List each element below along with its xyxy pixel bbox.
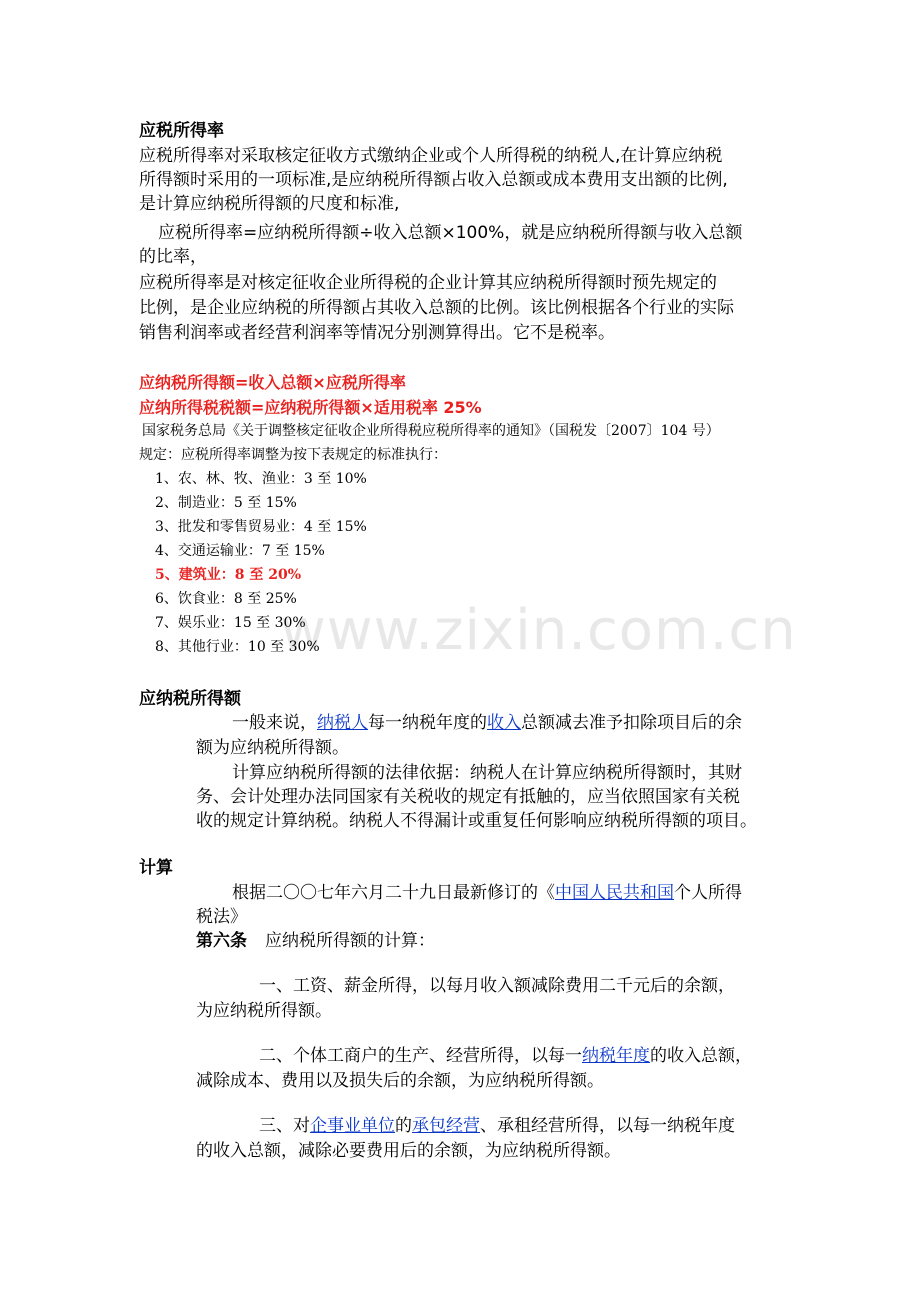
text-line: 额为应纳税所得额。 xyxy=(196,738,349,758)
rate-item: 7、娱乐业：15 至 30% xyxy=(155,615,306,631)
text-line: 税法》 xyxy=(196,907,247,927)
article-title: 应纳税所得额的计算： xyxy=(265,931,435,951)
text-segment: 总额减去准予扣除项目后的余 xyxy=(521,713,742,733)
article-line xyxy=(196,926,435,951)
text-segment: 二、个体工商户的生产、经营所得，以每一 xyxy=(259,1046,582,1066)
link-income[interactable]: 收入 xyxy=(487,713,521,733)
link-tax-year[interactable]: 纳税年度 xyxy=(582,1046,650,1066)
text-line xyxy=(232,708,742,733)
text-segment: 三、对 xyxy=(259,1116,310,1136)
text-line: 计算应纳税所得额的法律依据：纳税人在计算应纳税所得额时，其财 xyxy=(232,763,742,783)
section-heading-calculation: 计算 xyxy=(139,858,173,878)
text-line: 应税所得率对采取核定征收方式缴纳企业或个人所得税的纳税人,在计算应纳税 xyxy=(139,146,723,166)
rate-item: 6、饮食业：8 至 25% xyxy=(155,591,297,607)
rate-item: 3、批发和零售贸易业：4 至 15% xyxy=(155,519,367,535)
text-line xyxy=(259,1041,752,1066)
text-line: 减除成本、费用以及损失后的余额，为应纳税所得额。 xyxy=(196,1071,604,1091)
link-prc[interactable]: 中国人民共和国 xyxy=(555,883,674,903)
section-heading-taxable-income: 应纳税所得额 xyxy=(139,689,241,709)
text-segment: 的收入总额， xyxy=(650,1046,752,1066)
formula-tax-amount: 应纳所得税税额=应纳税所得额×适用税率 25% xyxy=(139,398,482,417)
rate-item: 8、其他行业：10 至 30% xyxy=(155,639,320,655)
text-line: 为应纳税所得额。 xyxy=(196,1001,332,1021)
rate-item: 4、交通运输业：7 至 15% xyxy=(155,543,325,559)
text-segment: 根据二〇〇七年六月二十九日最新修订的《 xyxy=(232,883,555,903)
text-line: 比例，是企业应纳税的所得额占其收入总额的比例。该比例根据各个行业的实际 xyxy=(139,298,734,318)
rate-item: 2、制造业：5 至 15% xyxy=(155,495,297,511)
article-label: 第六条 xyxy=(196,931,247,951)
text-line: 所得额时采用的一项标准,是应纳税所得额占收入总额或成本费用支出额的比例, xyxy=(139,170,728,190)
text-segment: 每一纳税年度的 xyxy=(368,713,487,733)
rate-item-highlighted: 5、建筑业：8 至 20% xyxy=(155,567,302,583)
text-segment: 一般来说， xyxy=(232,713,317,733)
text-line: 销售利润率或者经营利润率等情况分别测算得出。它不是税率。 xyxy=(139,323,615,343)
text-line: 的收入总额，减除必要费用后的余额，为应纳税所得额。 xyxy=(196,1141,621,1161)
rate-item: 1、农、林、牧、渔业：3 至 10% xyxy=(155,471,367,487)
text-line xyxy=(232,878,742,903)
text-line: 收的规定计算纳税。纳税人不得漏计或重复任何影响应纳税所得额的项目。 xyxy=(196,811,757,831)
text-line: 的比率， xyxy=(139,247,207,267)
text-line: 务、会计处理办法同国家有关税收的规定有抵触的，应当依照国家有关税 xyxy=(196,787,740,807)
text-line xyxy=(259,1111,735,1136)
notice-line: 国家税务总局《关于调整核定征收企业所得税应税所得率的通知》（国税发〔2007〕104 号） xyxy=(142,423,720,439)
link-contract-operation[interactable]: 承包经营 xyxy=(412,1116,480,1136)
link-taxpayer[interactable]: 纳税人 xyxy=(317,713,368,733)
section-heading-taxable-income-rate: 应税所得率 xyxy=(139,121,224,141)
text-line: 是计算应纳税所得额的尺度和标准, xyxy=(139,194,400,214)
text-segment: 个人所得 xyxy=(674,883,742,903)
link-enterprise-unit[interactable]: 企事业单位 xyxy=(310,1116,395,1136)
notice-line: 规定：应税所得率调整为按下表规定的标准执行： xyxy=(139,447,447,463)
text-line: 一、工资、薪金所得，以每月收入额减除费用二千元后的余额， xyxy=(259,976,735,996)
text-segment: 的 xyxy=(395,1116,412,1136)
text-line: 应税所得率=应纳税所得额÷收入总额×100%，就是应纳税所得额与收入总额 xyxy=(158,223,743,243)
text-line: 应税所得率是对核定征收企业所得税的企业计算其应纳税所得额时预先规定的 xyxy=(139,273,717,293)
text-segment: 、承租经营所得，以每一纳税年度 xyxy=(480,1116,735,1136)
formula-taxable-income: 应纳税所得额=收入总额×应税所得率 xyxy=(139,373,406,392)
watermark-text: www.zixin.com.cn xyxy=(280,598,797,663)
